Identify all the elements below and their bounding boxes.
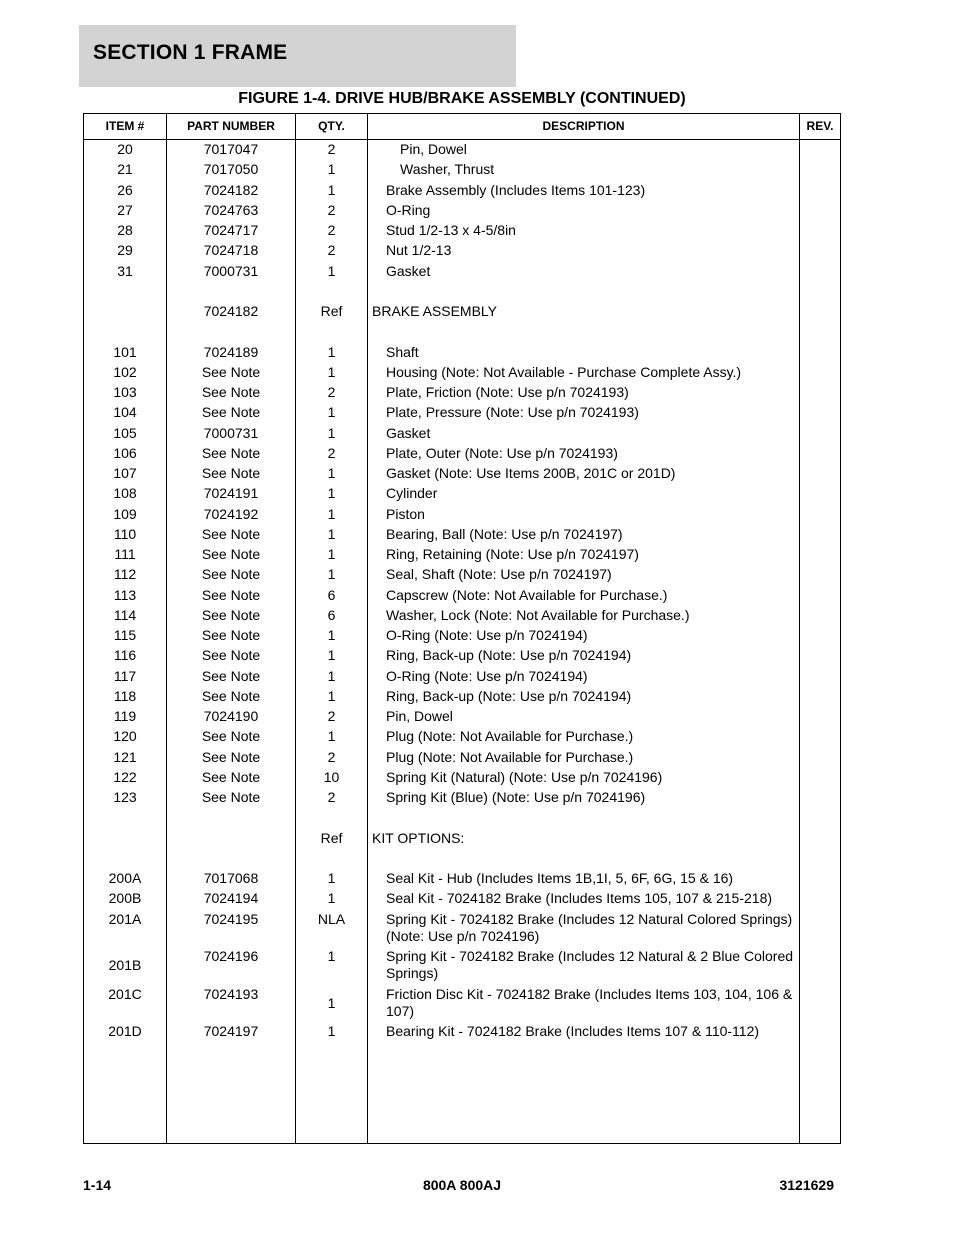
description-cell: Cylinder: [386, 485, 438, 502]
part-number-cell: See Note: [201, 748, 261, 765]
quantity-cell: 1: [327, 667, 336, 684]
footer-doc-number: 3121629: [779, 1177, 834, 1193]
table-row: [84, 708, 840, 728]
item-number-cell: 111: [114, 546, 136, 562]
description-cell: Plate, Pressure (Note: Use p/n 7024193): [386, 404, 639, 421]
part-number-cell: See Note: [201, 627, 261, 643]
quantity-cell: 2: [327, 384, 336, 400]
table-row: [84, 222, 840, 242]
parts-table: [83, 113, 841, 1144]
table-row: [84, 141, 840, 161]
item-number-cell: 26: [117, 181, 133, 198]
quantity-cell: 1: [327, 728, 336, 745]
part-number-cell: 7024763: [203, 201, 259, 218]
quantity-cell: 6: [327, 586, 336, 603]
quantity-cell: 1: [327, 465, 336, 481]
item-number-cell: 121: [113, 748, 137, 765]
table-row: [84, 728, 840, 748]
description-cell: Seal Kit - 7024182 Brake (Includes Items 105, 107 & 215-218): [386, 890, 773, 907]
quantity-cell: 1: [327, 181, 336, 198]
quantity-cell: 1: [327, 627, 336, 643]
item-number-cell: 104: [113, 404, 137, 421]
quantity-cell: 1: [327, 525, 336, 542]
item-number-cell: 113: [113, 586, 137, 603]
description-cell: Pin, Dowel: [386, 708, 453, 724]
description-cell: Plug (Note: Not Available for Purchase.): [386, 748, 634, 765]
item-number-cell: 117: [113, 667, 137, 684]
part-number-cell: 7017047: [203, 141, 259, 157]
table-row: [84, 688, 840, 708]
item-number-cell: 123: [113, 789, 137, 805]
header-qty: QTY.: [318, 119, 345, 133]
table-row: [84, 182, 840, 202]
footer-page-number: 1-14: [83, 1177, 112, 1193]
description-cell: Ring, Back-up (Note: Use p/n 7024194): [386, 687, 632, 704]
part-number-cell: See Note: [201, 586, 261, 603]
table-row: [84, 789, 840, 809]
description-cell: Friction Disc Kit - 7024182 Brake (Includes Items 103, 104, 106 & 107): [386, 985, 793, 1019]
item-number-cell: 105: [113, 424, 137, 441]
quantity-cell: 1: [327, 505, 336, 522]
table-row: [84, 948, 840, 986]
description-cell: Nut 1/2-13: [386, 242, 452, 259]
table-row: [84, 546, 840, 566]
part-number-cell: 7017050: [203, 161, 259, 178]
table-row: [84, 587, 840, 607]
description-cell: Spring Kit (Natural) (Note: Use p/n 7024196): [386, 768, 663, 785]
table-row: [84, 344, 840, 364]
table-row: [84, 263, 840, 283]
footer-model: 800A 800AJ: [422, 1177, 502, 1193]
quantity-cell: 1: [327, 994, 336, 1011]
part-number-cell: See Note: [201, 687, 261, 704]
quantity-cell: 6: [327, 606, 336, 623]
item-number-cell: 201A: [108, 910, 142, 927]
item-number-cell: 108: [113, 485, 137, 502]
table-row: [84, 425, 840, 445]
description-cell: O-Ring (Note: Use p/n 7024194): [386, 627, 588, 643]
quantity-cell: 2: [327, 201, 336, 218]
description-cell: Gasket (Note: Use Items 200B, 201C or 201D): [386, 465, 676, 481]
quantity-cell: 1: [327, 687, 336, 704]
item-number-cell: 118: [113, 687, 137, 704]
item-number-cell: 116: [113, 647, 137, 664]
quantity-cell: 1: [327, 948, 336, 964]
item-number-cell: 119: [113, 708, 137, 724]
table-row: [84, 465, 840, 485]
quantity-cell: 1: [327, 262, 336, 279]
item-number-cell: 201C: [108, 985, 142, 1002]
description-cell: Spring Kit - 7024182 Brake (Includes 12 Natural Colored Springs) (Note: Use p/n 7024196): [386, 910, 793, 944]
part-number-cell: See Note: [201, 667, 261, 684]
description-cell: Washer, Thrust: [400, 161, 495, 178]
table-row: [84, 323, 840, 343]
table-row: [84, 607, 840, 627]
item-number-cell: 109: [113, 505, 137, 522]
description-cell: Brake Assembly (Includes Items 101-123): [386, 181, 646, 198]
description-cell: BRAKE ASSEMBLY: [372, 303, 498, 319]
quantity-cell: 1: [327, 485, 336, 502]
description-cell: Bearing, Ball (Note: Use p/n 7024197): [386, 525, 623, 542]
part-number-cell: See Note: [201, 768, 261, 785]
description-cell: Gasket: [386, 262, 431, 279]
item-number-cell: 112: [113, 566, 137, 583]
item-number-cell: 200A: [108, 870, 142, 886]
table-row: [84, 830, 840, 850]
description-cell: Ring, Back-up (Note: Use p/n 7024194): [386, 647, 632, 664]
item-number-cell: 120: [113, 728, 137, 745]
description-cell: Bearing Kit - 7024182 Brake (Includes Items 107 & 110-112): [386, 1023, 760, 1039]
item-number-cell: 29: [117, 242, 133, 259]
quantity-cell: 1: [327, 161, 336, 178]
item-number-cell: 122: [113, 768, 137, 785]
table-row: [84, 485, 840, 505]
description-cell: Plate, Friction (Note: Use p/n 7024193): [386, 384, 629, 400]
part-number-cell: 7024182: [203, 181, 259, 198]
table-row: [84, 161, 840, 181]
quantity-cell: 2: [327, 242, 336, 259]
description-cell: Gasket: [386, 424, 431, 441]
header-divider: [84, 139, 840, 140]
table-row: [84, 890, 840, 910]
part-number-cell: 7024196: [203, 948, 259, 964]
quantity-cell: 1: [327, 363, 336, 380]
table-row: [84, 1023, 840, 1043]
quantity-cell: 2: [327, 708, 336, 724]
part-number-cell: 7024718: [203, 242, 259, 259]
description-cell: Plate, Outer (Note: Use p/n 7024193): [386, 444, 618, 461]
description-cell: Seal Kit - Hub (Includes Items 1B,1I, 5, 6F, 6G, 15 & 16): [386, 870, 734, 886]
part-number-cell: 7017068: [203, 870, 259, 886]
table-row: [84, 647, 840, 667]
item-number-cell: 107: [113, 465, 137, 481]
part-number-cell: See Note: [201, 728, 261, 745]
table-row: [84, 364, 840, 384]
quantity-cell: 1: [327, 424, 336, 441]
description-cell: KIT OPTIONS:: [372, 829, 465, 846]
quantity-cell: 1: [327, 1023, 336, 1039]
table-row: [84, 566, 840, 586]
quantity-cell: 1: [327, 566, 336, 583]
table-row: [84, 749, 840, 769]
table-row: [84, 850, 840, 870]
description-cell: Housing (Note: Not Available - Purchase Complete Assy.): [386, 363, 742, 380]
part-number-cell: 7000731: [203, 424, 259, 441]
section-header: [79, 25, 516, 87]
description-cell: Shaft: [386, 343, 419, 360]
part-number-cell: See Note: [201, 525, 261, 542]
description-cell: Seal, Shaft (Note: Use p/n 7024197): [386, 566, 612, 583]
item-number-cell: 201B: [108, 957, 142, 973]
table-row: [84, 283, 840, 303]
part-number-cell: See Note: [201, 465, 261, 481]
part-number-cell: See Note: [201, 363, 261, 380]
quantity-cell: 1: [327, 647, 336, 664]
table-row: [84, 986, 840, 1024]
quantity-cell: 2: [327, 789, 336, 805]
description-cell: Capscrew (Note: Not Available for Purchase.): [386, 586, 668, 603]
part-number-cell: 7024193: [203, 985, 259, 1002]
table-row: [84, 526, 840, 546]
table-row: [84, 404, 840, 424]
table-row: [84, 668, 840, 688]
description-cell: Pin, Dowel: [400, 141, 467, 157]
table-row: [84, 506, 840, 526]
quantity-cell: 1: [327, 890, 336, 907]
figure-title: FIGURE 1-4. DRIVE HUB/BRAKE ASSEMBLY (CONTINUED): [238, 90, 686, 107]
description-cell: O-Ring: [386, 201, 431, 218]
description-cell: Ring, Retaining (Note: Use p/n 7024197): [386, 546, 639, 562]
part-number-cell: See Note: [201, 647, 261, 664]
table-row: [84, 202, 840, 222]
description-cell: Spring Kit (Blue) (Note: Use p/n 7024196): [386, 789, 646, 805]
item-number-cell: 201D: [108, 1023, 142, 1039]
item-number-cell: 21: [117, 161, 133, 178]
part-number-cell: 7024182: [203, 303, 259, 319]
header-part-number: PART NUMBER: [187, 119, 275, 133]
description-cell: Piston: [386, 505, 425, 522]
description-cell: Washer, Lock (Note: Not Available for Purchase.): [386, 606, 690, 623]
part-number-cell: See Note: [201, 789, 261, 805]
description-cell: O-Ring (Note: Use p/n 7024194): [386, 667, 588, 684]
table-row: [84, 627, 840, 647]
item-number-cell: 27: [117, 201, 133, 218]
header-rev: REV.: [806, 119, 834, 133]
part-number-cell: 7024197: [203, 1023, 259, 1039]
item-number-cell: 101: [113, 343, 137, 360]
section-title: SECTION 1 FRAME: [93, 41, 288, 64]
part-number-cell: 7024189: [203, 343, 259, 360]
quantity-cell: 2: [327, 141, 336, 157]
description-cell: Stud 1/2-13 x 4-5/8in: [386, 222, 516, 238]
item-number-cell: 114: [113, 606, 137, 623]
part-number-cell: See Note: [201, 546, 261, 562]
table-row: [84, 242, 840, 262]
item-number-cell: 106: [113, 444, 137, 461]
quantity-cell: Ref: [320, 303, 343, 319]
header-item: ITEM #: [105, 119, 145, 133]
part-number-cell: See Note: [201, 606, 261, 623]
table-body: [84, 141, 840, 1043]
header-description: DESCRIPTION: [542, 119, 625, 133]
part-number-cell: 7000731: [203, 262, 259, 279]
table-row: [84, 384, 840, 404]
quantity-cell: 2: [327, 444, 336, 461]
table-row: [84, 769, 840, 789]
item-number-cell: 110: [113, 525, 137, 542]
part-number-cell: 7024191: [203, 485, 259, 502]
part-number-cell: 7024195: [203, 910, 259, 927]
item-number-cell: 102: [113, 363, 137, 380]
part-number-cell: 7024192: [203, 505, 259, 522]
item-number-cell: 103: [113, 384, 137, 400]
part-number-cell: See Note: [201, 384, 261, 400]
item-number-cell: 115: [113, 627, 137, 643]
part-number-cell: 7024717: [203, 222, 259, 238]
description-cell: Spring Kit - 7024182 Brake (Includes 12 Natural & 2 Blue Colored Springs): [386, 948, 794, 981]
table-row: [84, 303, 840, 323]
item-number-cell: 28: [117, 222, 133, 238]
quantity-cell: 2: [327, 748, 336, 765]
item-number-cell: 31: [117, 262, 133, 279]
table-row: [84, 445, 840, 465]
quantity-cell: 2: [327, 222, 336, 238]
quantity-cell: 1: [327, 546, 336, 562]
quantity-cell: 1: [327, 404, 336, 421]
part-number-cell: See Note: [201, 444, 261, 461]
item-number-cell: 200B: [108, 890, 142, 907]
quantity-cell: 1: [327, 343, 336, 360]
description-cell: Plug (Note: Not Available for Purchase.): [386, 728, 634, 745]
table-row: [84, 870, 840, 890]
quantity-cell: Ref: [320, 829, 343, 846]
item-number-cell: 20: [117, 141, 133, 157]
quantity-cell: 10: [323, 768, 340, 785]
quantity-cell: NLA: [317, 910, 346, 927]
part-number-cell: See Note: [201, 566, 261, 583]
table-row: [84, 911, 840, 949]
part-number-cell: 7024190: [203, 708, 259, 724]
table-row: [84, 809, 840, 829]
part-number-cell: 7024194: [203, 890, 259, 907]
quantity-cell: 1: [327, 870, 336, 886]
part-number-cell: See Note: [201, 404, 261, 421]
